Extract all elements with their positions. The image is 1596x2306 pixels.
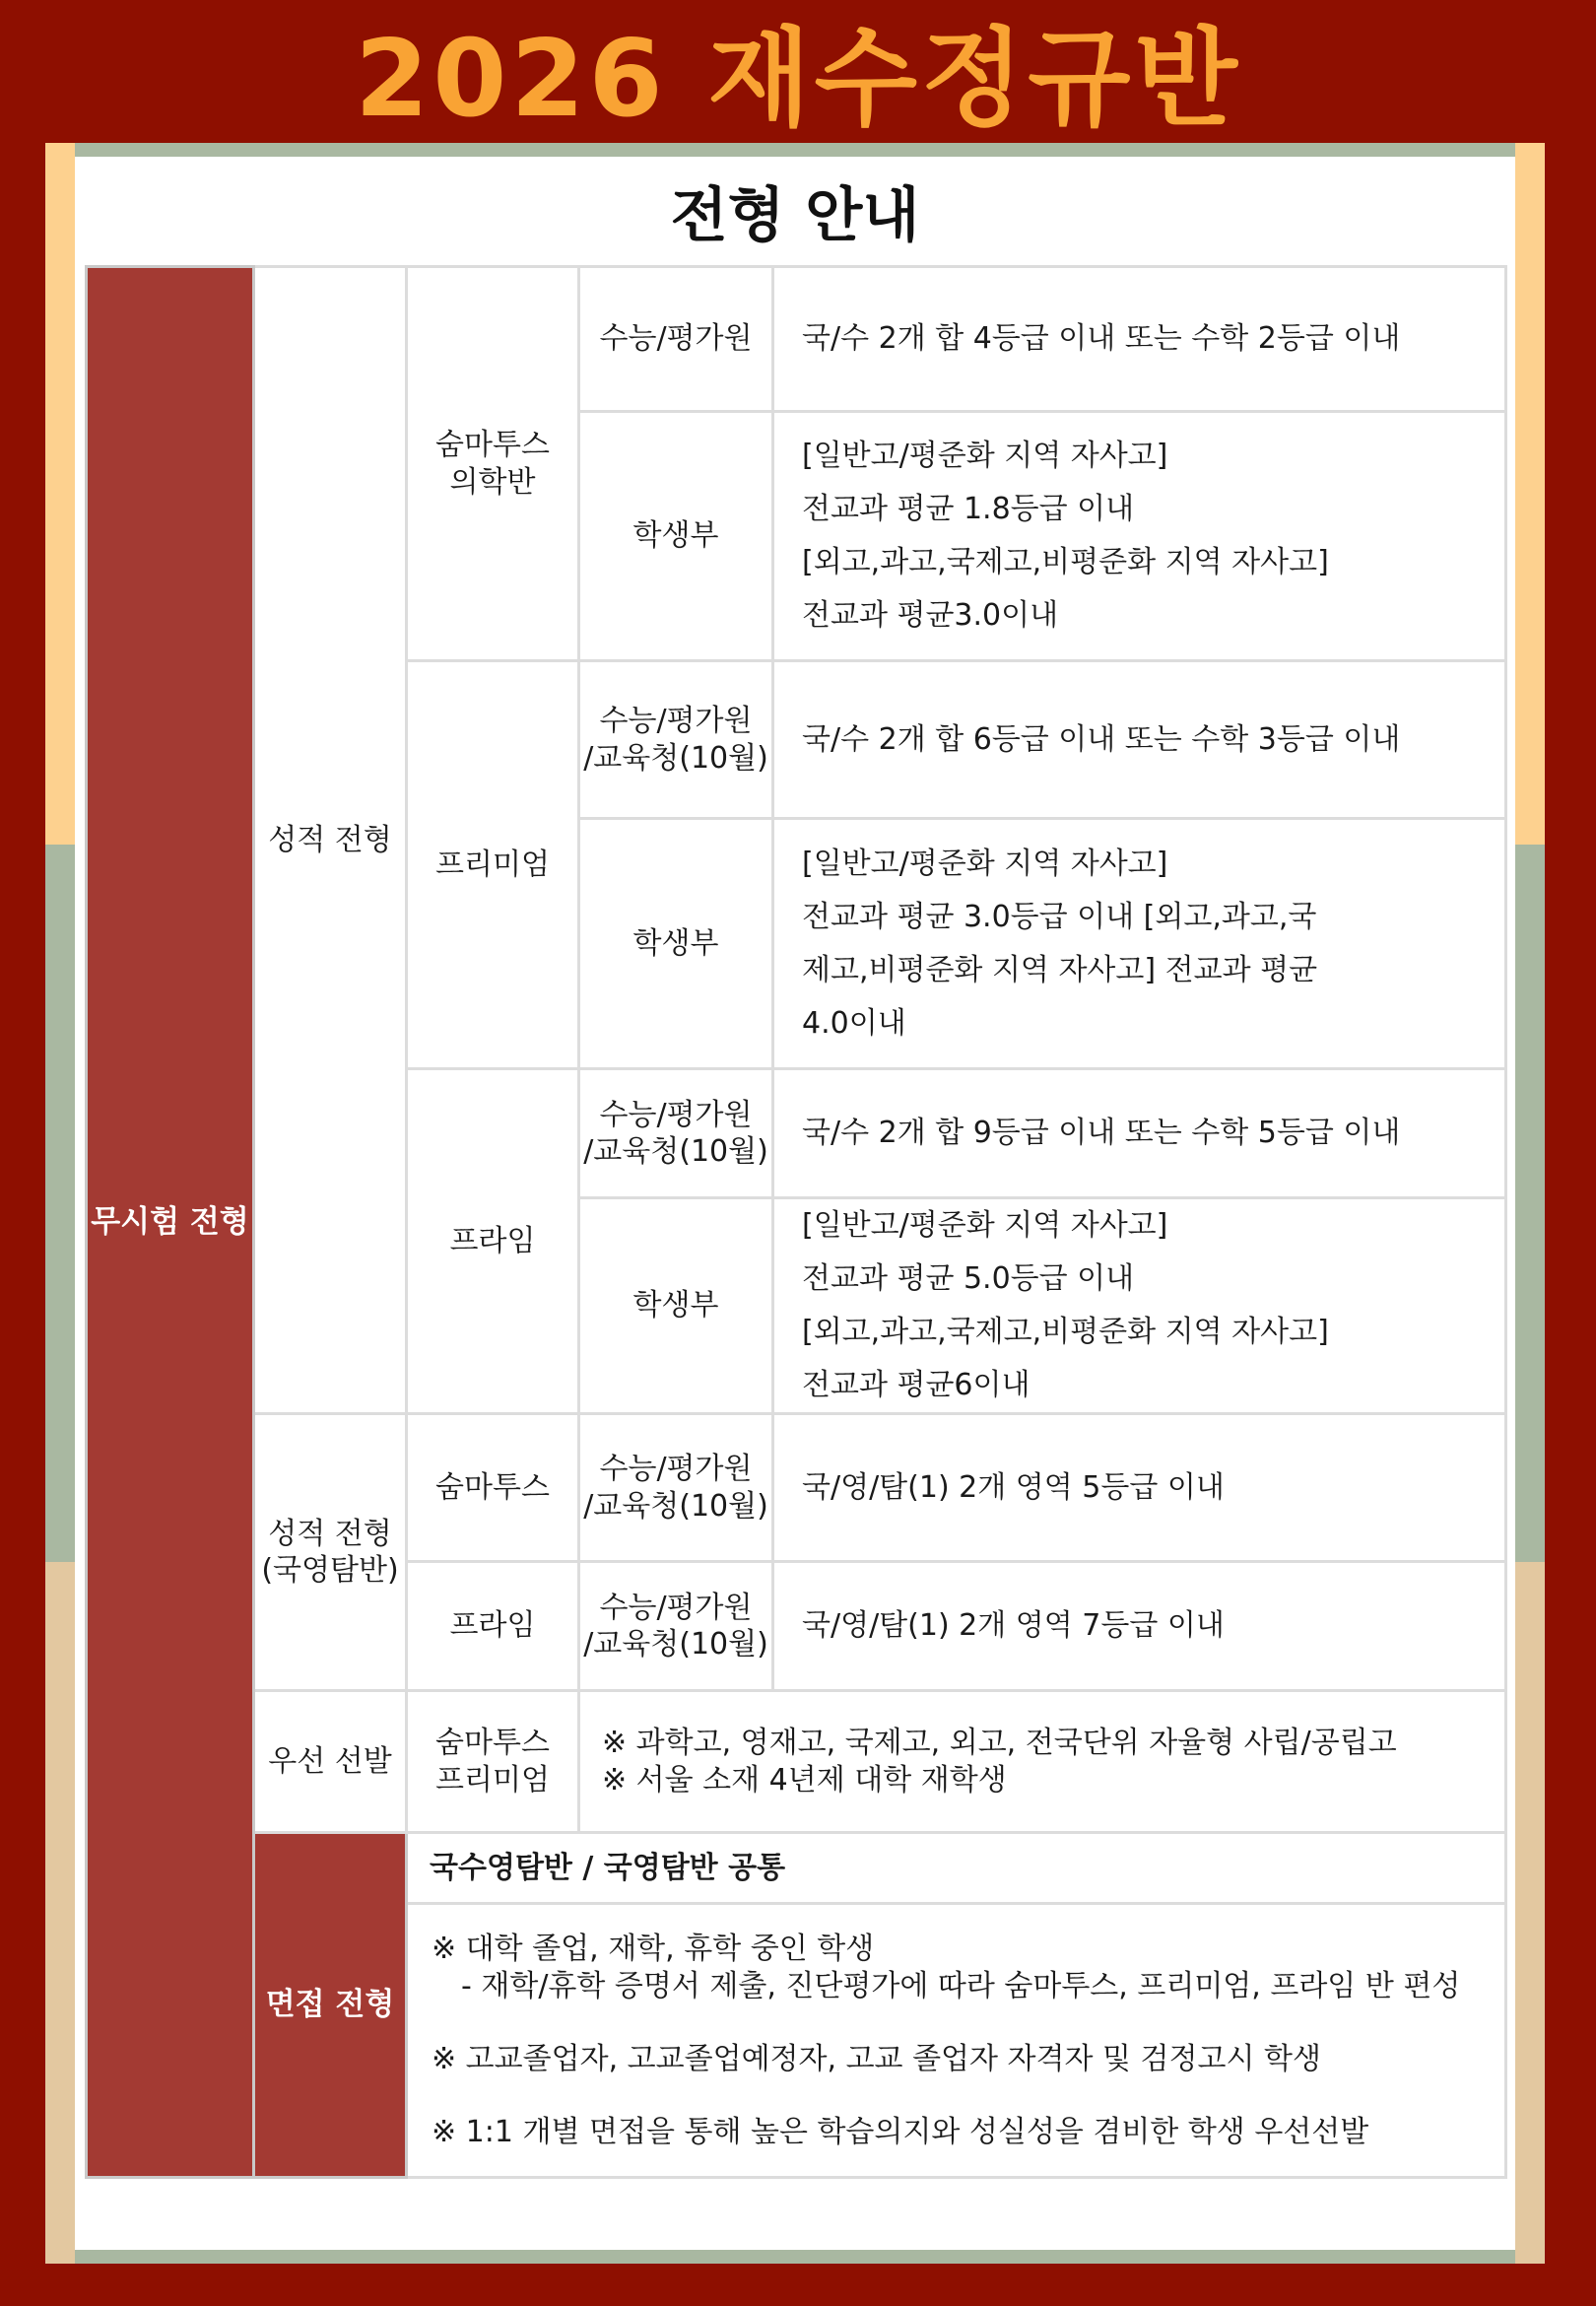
priority-label: 우선 선발 <box>254 1691 407 1833</box>
criteria-line: [일반고/평준화 지역 자사고] <box>802 1208 1168 1243</box>
type-label-line: 수능/평가원 <box>599 1590 753 1625</box>
criteria-text: 국/수 2개 합 6등급 이내 또는 수학 3등급 이내 <box>773 661 1506 819</box>
class-name-line: 프리미엄 <box>435 1762 550 1797</box>
korean-eng-track-label <box>254 1414 407 1691</box>
priority-notes <box>579 1691 1506 1833</box>
title-banner <box>0 0 1596 141</box>
type-label <box>579 661 773 819</box>
admission-table <box>85 265 1507 2179</box>
criteria-line: 제고,비평준화 지역 자사고] 전교과 평균 <box>802 952 1318 987</box>
class-sumatus: 숨마투스 <box>407 1414 579 1562</box>
type-label-line: /교육청(10월) <box>583 740 768 776</box>
type-label <box>579 1562 773 1691</box>
class-name-line: 숨마투스 <box>435 1726 550 1760</box>
criteria-text: 국/영/탐(1) 2개 영역 5등급 이내 <box>773 1414 1506 1562</box>
type-label-line: /교육청(10월) <box>583 1134 768 1169</box>
type-label: 학생부 <box>579 819 773 1069</box>
class-sumatus-med <box>407 267 579 661</box>
type-label-line: /교육청(10월) <box>583 1627 768 1662</box>
type-label-line: /교육청(10월) <box>583 1488 768 1524</box>
criteria-text <box>773 1198 1506 1414</box>
info-sheet <box>75 157 1515 2250</box>
track-label-line: (국영탐반) <box>261 1553 399 1588</box>
note-subline: - 재학/휴학 증명서 제출, 진단평가에 따라 숨마투스, 프리미엄, 프라임 반 편성 <box>461 1968 1461 2003</box>
type-label-line: 수능/평가원 <box>599 1097 753 1132</box>
score-track-label: 성적 전형 <box>254 267 407 1414</box>
bottom-bar <box>75 2250 1515 2264</box>
type-label-line: 수능/평가원 <box>599 704 753 738</box>
type-label: 수능/평가원 <box>579 267 773 412</box>
note-line: ※ 대학 졸업, 재학, 휴학 중인 학생 <box>432 1931 875 1966</box>
type-label-line: 수능/평가원 <box>599 1452 753 1486</box>
criteria-line: [외고,과고,국제고,비평준화 지역 자사고] <box>802 545 1329 579</box>
criteria-text <box>773 412 1506 661</box>
right-stripe-yellow <box>1515 143 1545 845</box>
page-title: 전형 안내 <box>670 181 920 250</box>
note-line: ※ 고교졸업자, 고교졸업예정자, 고교 졸업자 자격자 및 검정고시 학생 <box>432 2041 1321 2076</box>
right-stripe-green <box>1515 845 1545 1562</box>
interview-notes <box>407 1904 1506 2178</box>
banner-title: 2026 재수정규반 <box>355 17 1241 141</box>
criteria-text: 국/수 2개 합 4등급 이내 또는 수학 2등급 이내 <box>773 267 1506 412</box>
top-bar <box>75 143 1515 157</box>
interview-label: 면접 전형 <box>254 1833 407 2178</box>
no-exam-label: 무시험 전형 <box>87 267 254 2178</box>
criteria-text <box>773 819 1506 1069</box>
track-label-line: 성적 전형 <box>268 1516 392 1551</box>
class-prime: 프라임 <box>407 1069 579 1414</box>
priority-classes <box>407 1691 579 1833</box>
type-label: 학생부 <box>579 412 773 661</box>
right-stripe-tan <box>1515 1562 1545 2264</box>
criteria-line: [일반고/평준화 지역 자사고] <box>802 439 1168 473</box>
criteria-line: 전교과 평균3.0이내 <box>802 598 1059 633</box>
note-line: ※ 1:1 개별 면접을 통해 높은 학습의지와 성실성을 겸비한 학생 우선선발 <box>432 2114 1369 2149</box>
class-prime: 프라임 <box>407 1562 579 1691</box>
left-stripe-yellow <box>45 143 75 845</box>
type-label <box>579 1414 773 1562</box>
criteria-line: [외고,과고,국제고,비평준화 지역 자사고] <box>802 1315 1329 1349</box>
left-stripe-green <box>45 845 75 1562</box>
class-name-line: 의학반 <box>449 464 536 500</box>
type-label <box>579 1069 773 1198</box>
criteria-text: 국/수 2개 합 9등급 이내 또는 수학 5등급 이내 <box>773 1069 1506 1198</box>
type-label: 학생부 <box>579 1198 773 1414</box>
criteria-line: 전교과 평균 1.8등급 이내 <box>802 492 1135 526</box>
criteria-line: 전교과 평균 5.0등급 이내 <box>802 1261 1135 1296</box>
criteria-text: 국/영/탐(1) 2개 영역 7등급 이내 <box>773 1562 1506 1691</box>
class-premium: 프리미엄 <box>407 661 579 1069</box>
criteria-line: 전교과 평균 3.0등급 이내 [외고,과고,국 <box>802 899 1317 934</box>
note-line: ※ 서울 소재 4년제 대학 재학생 <box>602 1762 1007 1797</box>
class-name-line: 숨마투스 <box>435 428 550 462</box>
criteria-line: 4.0이내 <box>802 1005 906 1041</box>
criteria-line: [일반고/평준화 지역 자사고] <box>802 846 1168 881</box>
note-line: ※ 과학고, 영재고, 국제고, 외고, 전국단위 자율형 사립/공립고 <box>602 1726 1397 1760</box>
left-stripe-tan <box>45 1562 75 2264</box>
criteria-line: 전교과 평균6이내 <box>802 1368 1031 1402</box>
interview-header: 국수영탐반 / 국영탐반 공통 <box>407 1833 1506 1904</box>
